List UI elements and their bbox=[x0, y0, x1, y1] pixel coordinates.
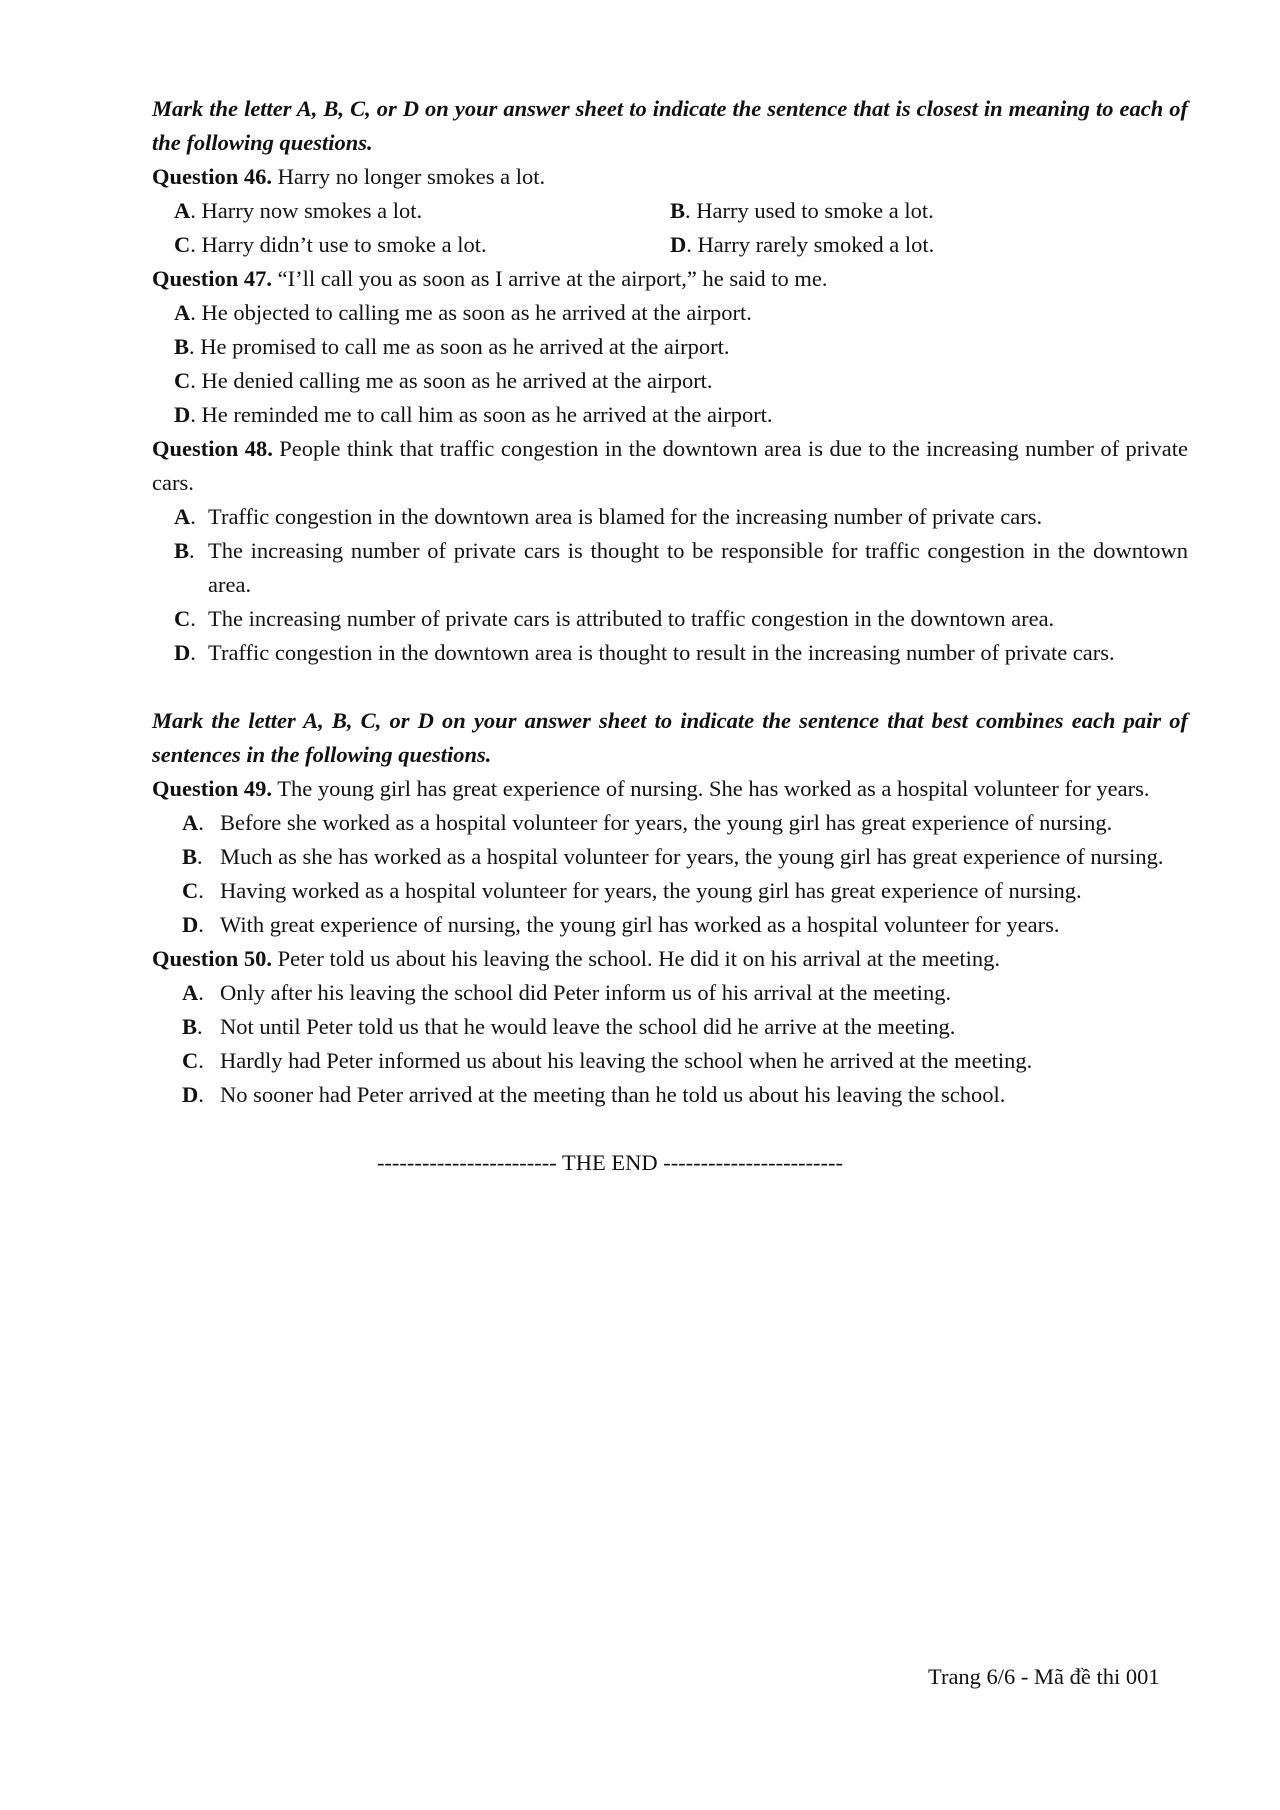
option-c: C. Hardly had Peter informed us about his leaving the school when he arrived at the meeting. bbox=[152, 1044, 1188, 1078]
exam-page bbox=[152, 92, 1188, 1180]
option-d bbox=[152, 398, 1188, 432]
option-text: The increasing number of private cars is thought to be responsible for traffic congestion in the downtown area. bbox=[208, 538, 1188, 597]
option-text: Only after his leaving the school did Peter inform us of his arrival at the meeting. bbox=[220, 980, 952, 1005]
option-text: . He reminded me to call him as soon as he arrived at the airport. bbox=[190, 402, 773, 427]
option-d: D. Traffic congestion in the downtown area is thought to result in the increasing number of private cars. bbox=[152, 636, 1188, 670]
option-text: Not until Peter told us that he would leave the school did he arrive at the meeting. bbox=[220, 1014, 956, 1039]
option-letter: C bbox=[174, 368, 191, 393]
option-text: Hardly had Peter informed us about his leaving the school when he arrived at the meeting. bbox=[220, 1048, 1033, 1073]
option-a: A. Only after his leaving the school did Peter inform us of his arrival at the meeting. bbox=[152, 976, 1188, 1010]
option-a: A. Traffic congestion in the downtown area is blamed for the increasing number of private cars. bbox=[152, 500, 1188, 534]
option-letter: C bbox=[174, 606, 191, 631]
option-b bbox=[152, 330, 1188, 364]
question-48 bbox=[152, 432, 1188, 500]
option-c bbox=[152, 228, 670, 262]
option-c: C. The increasing number of private cars is attributed to traffic congestion in the downtown area. bbox=[152, 602, 1188, 636]
option-d bbox=[670, 228, 1188, 262]
option-text: Traffic congestion in the downtown area is thought to result in the increasing number of private cars. bbox=[208, 640, 1115, 665]
end-marker: ------------------------ THE END ------------------------ bbox=[376, 1150, 844, 1175]
option-a bbox=[152, 194, 670, 228]
option-letter: B bbox=[174, 538, 190, 563]
option-text: . He objected to calling me as soon as he arrived at the airport. bbox=[190, 300, 752, 325]
option-b: B. Not until Peter told us that he would leave the school did he arrive at the meeting. bbox=[152, 1010, 1188, 1044]
option-letter: B bbox=[174, 334, 190, 359]
question-label: Question 47. bbox=[152, 266, 273, 291]
question-47 bbox=[152, 262, 1188, 296]
option-text: With great experience of nursing, the young girl has worked as a hospital volunteer for years. bbox=[220, 912, 1060, 937]
question-text: “I’ll call you as soon as I arrive at the airport,” he said to me. bbox=[272, 266, 828, 291]
question-46 bbox=[152, 160, 1188, 194]
option-b: B. The increasing number of private cars is thought to be responsible for traffic congestion in the downtown area. bbox=[152, 534, 1188, 602]
option-text: Before she worked as a hospital volunteer for years, the young girl has great experience of nursing. bbox=[220, 810, 1113, 835]
section2-instruction: Mark the letter A, B, C, or D on your answer sheet to indicate the sentence that best combines each pair of sentences in the following questions. bbox=[152, 708, 1188, 767]
option-letter: A bbox=[174, 198, 191, 223]
option-b: B. Much as she has worked as a hospital volunteer for years, the young girl has great experience of nursing. bbox=[152, 840, 1188, 874]
option-letter: C bbox=[174, 232, 191, 257]
option-d: D. No sooner had Peter arrived at the meeting than he told us about his leaving the school. bbox=[152, 1078, 1188, 1112]
option-row bbox=[152, 194, 1188, 228]
question-label: Question 49. bbox=[152, 776, 273, 801]
option-text: Much as she has worked as a hospital volunteer for years, the young girl has great experience of nursing. bbox=[220, 844, 1164, 869]
option-letter: B bbox=[182, 1014, 198, 1039]
option-letter: A bbox=[174, 504, 191, 529]
option-letter: D bbox=[174, 640, 191, 665]
option-a bbox=[152, 296, 1188, 330]
option-letter: D bbox=[174, 402, 191, 427]
option-letter: D bbox=[182, 912, 199, 937]
question-label: Question 50. bbox=[152, 946, 273, 971]
option-text: Traffic congestion in the downtown area is blamed for the increasing number of private cars. bbox=[208, 504, 1043, 529]
question-49 bbox=[152, 772, 1188, 806]
option-text: Having worked as a hospital volunteer for years, the young girl has great experience of nursing. bbox=[220, 878, 1082, 903]
option-d: D. With great experience of nursing, the young girl has worked as a hospital volunteer for years. bbox=[152, 908, 1188, 942]
section1-instruction: Mark the letter A, B, C, or D on your answer sheet to indicate the sentence that is closest in meaning to each of the following questions. bbox=[152, 96, 1188, 155]
page-footer: Trang 6/6 - Mã đề thi 001 bbox=[928, 1664, 1160, 1689]
question-text: Peter told us about his leaving the school. He did it on his arrival at the meeting. bbox=[272, 946, 1000, 971]
option-letter: A bbox=[174, 300, 191, 325]
option-b bbox=[670, 194, 1188, 228]
option-letter: A bbox=[182, 810, 199, 835]
option-c bbox=[152, 364, 1188, 398]
option-letter: A bbox=[182, 980, 199, 1005]
option-text: . Harry didn’t use to smoke a lot. bbox=[190, 232, 487, 257]
option-text: . Harry rarely smoked a lot. bbox=[686, 232, 935, 257]
question-text: People think that traffic congestion in the downtown area is due to the increasing number of private cars. bbox=[152, 436, 1188, 495]
option-letter: D bbox=[670, 232, 687, 257]
spacer bbox=[152, 670, 1188, 704]
option-c: C. Having worked as a hospital volunteer for years, the young girl has great experience of nursing. bbox=[152, 874, 1188, 908]
option-row bbox=[152, 228, 1188, 262]
option-text: . Harry used to smoke a lot. bbox=[685, 198, 934, 223]
question-label: Question 48. bbox=[152, 436, 273, 461]
option-letter: D bbox=[182, 1082, 199, 1107]
option-text: No sooner had Peter arrived at the meeting than he told us about his leaving the school. bbox=[220, 1082, 1006, 1107]
question-text: The young girl has great experience of nursing. She has worked as a hospital volunteer for years. bbox=[272, 776, 1150, 801]
option-letter: B bbox=[670, 198, 686, 223]
option-text: The increasing number of private cars is attributed to traffic congestion in the downtown area. bbox=[208, 606, 1055, 631]
option-a: A. Before she worked as a hospital volunteer for years, the young girl has great experience of nursing. bbox=[152, 806, 1188, 840]
option-text: . Harry now smokes a lot. bbox=[190, 198, 423, 223]
option-letter: B bbox=[182, 844, 198, 869]
question-text: Harry no longer smokes a lot. bbox=[272, 164, 546, 189]
option-text: . He denied calling me as soon as he arrived at the airport. bbox=[190, 368, 713, 393]
question-50 bbox=[152, 942, 1188, 976]
option-letter: C bbox=[182, 878, 199, 903]
option-text: . He promised to call me as soon as he arrived at the airport. bbox=[189, 334, 730, 359]
option-letter: C bbox=[182, 1048, 199, 1073]
question-label: Question 46. bbox=[152, 164, 273, 189]
